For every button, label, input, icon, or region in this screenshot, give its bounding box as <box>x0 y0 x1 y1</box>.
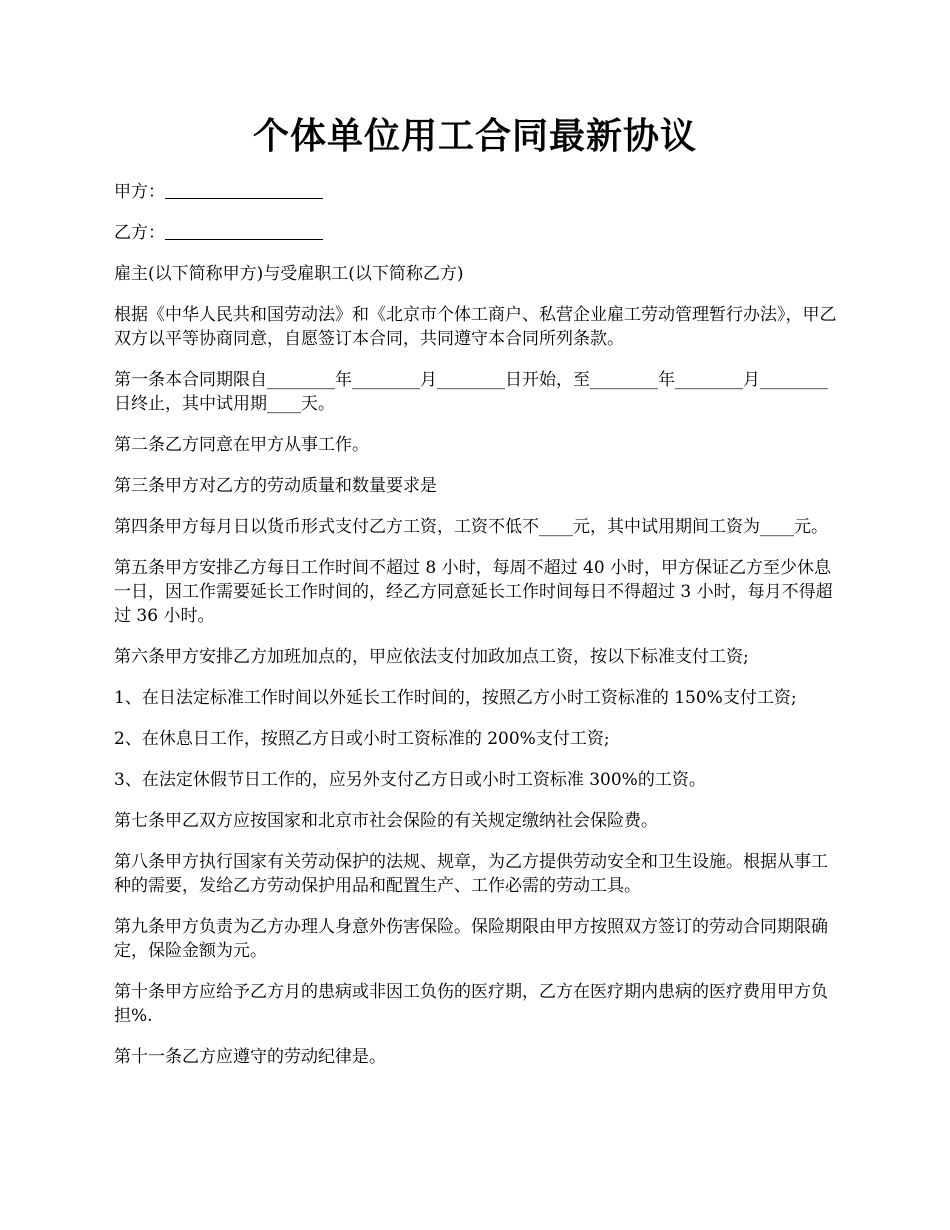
document-title: 个体单位用工合同最新协议 <box>252 115 697 157</box>
paragraph: 1、在日法定标准工作时间以外延长工作时间的，按照乙方小时工资标准的 150%支付工资; <box>114 688 797 708</box>
paragraph: 第一条本合同期限自________年________月________日开始，至________年________月________日终止，其中试用期____天。 <box>114 370 828 414</box>
paragraph: 第八条甲方执行国家有关劳动保护的法规、规章，为乙方提供劳动安全和卫生设施。根据从事工种的需要，发给乙方劳动保护用品和配置生产、工作必需的劳动工具。 <box>114 852 828 896</box>
paragraph: 第六条甲方安排乙方加班加点的，甲应依法支付加政加点工资，按以下标准支付工资; <box>114 647 749 667</box>
paragraph: 第五条甲方安排乙方每日工作时间不超过 8 小时，每周不超过 40 小时，甲方保证乙方至少休息一日，因工作需要延长工作时间的，经乙方同意延长工作时间每日不得超过 3 小时，每月不得超过 36 小时。 <box>114 558 833 626</box>
party-a-label: 甲方： <box>114 182 165 202</box>
paragraph: 雇主(以下简称甲方)与受雇职工(以下简称乙方) <box>114 264 464 284</box>
paragraph: 第十一条乙方应遵守的劳动纪律是。 <box>114 1047 386 1067</box>
paragraph: 2、在休息日工作，按照乙方日或小时工资标准的 200%支付工资; <box>114 729 610 749</box>
party-b-label: 乙方： <box>114 223 165 243</box>
party-b-line <box>114 221 844 245</box>
paragraph: 第三条甲方对乙方的劳动质量和数量要求是 <box>114 476 437 496</box>
party-a-line <box>114 180 844 204</box>
paragraph: 3、在法定休假节日工作的，应另外支付乙方日或小时工资标准 300%的工资。 <box>114 770 706 790</box>
document-body <box>114 180 844 1086</box>
paragraph: 第十条甲方应给予乙方月的患病或非因工负伤的医疗期，乙方在医疗期内患病的医疗费用甲方负担%. <box>114 982 828 1026</box>
paragraph: 第九条甲方负责为乙方办理人身意外伤害保险。保险期限由甲方按照双方签订的劳动合同期限确定，保险金额为元。 <box>114 917 828 961</box>
paragraph: 根据《中华人民共和国劳动法》和《北京市个体工商户、私营企业雇工劳动管理暂行办法》，甲乙双方以平等协商同意，自愿签订本合同，共同遵守本合同所列条款。 <box>114 305 837 349</box>
paragraph: 第二条乙方同意在甲方从事工作。 <box>114 435 369 455</box>
paragraph: 第四条甲方每月日以货币形式支付乙方工资，工资不低不____元，其中试用期间工资为____元。 <box>114 517 828 537</box>
party-a-blank <box>165 180 323 199</box>
paragraph: 第七条甲乙双方应按国家和北京市社会保险的有关规定缴纳社会保险费。 <box>114 811 658 831</box>
party-b-blank <box>165 221 323 240</box>
